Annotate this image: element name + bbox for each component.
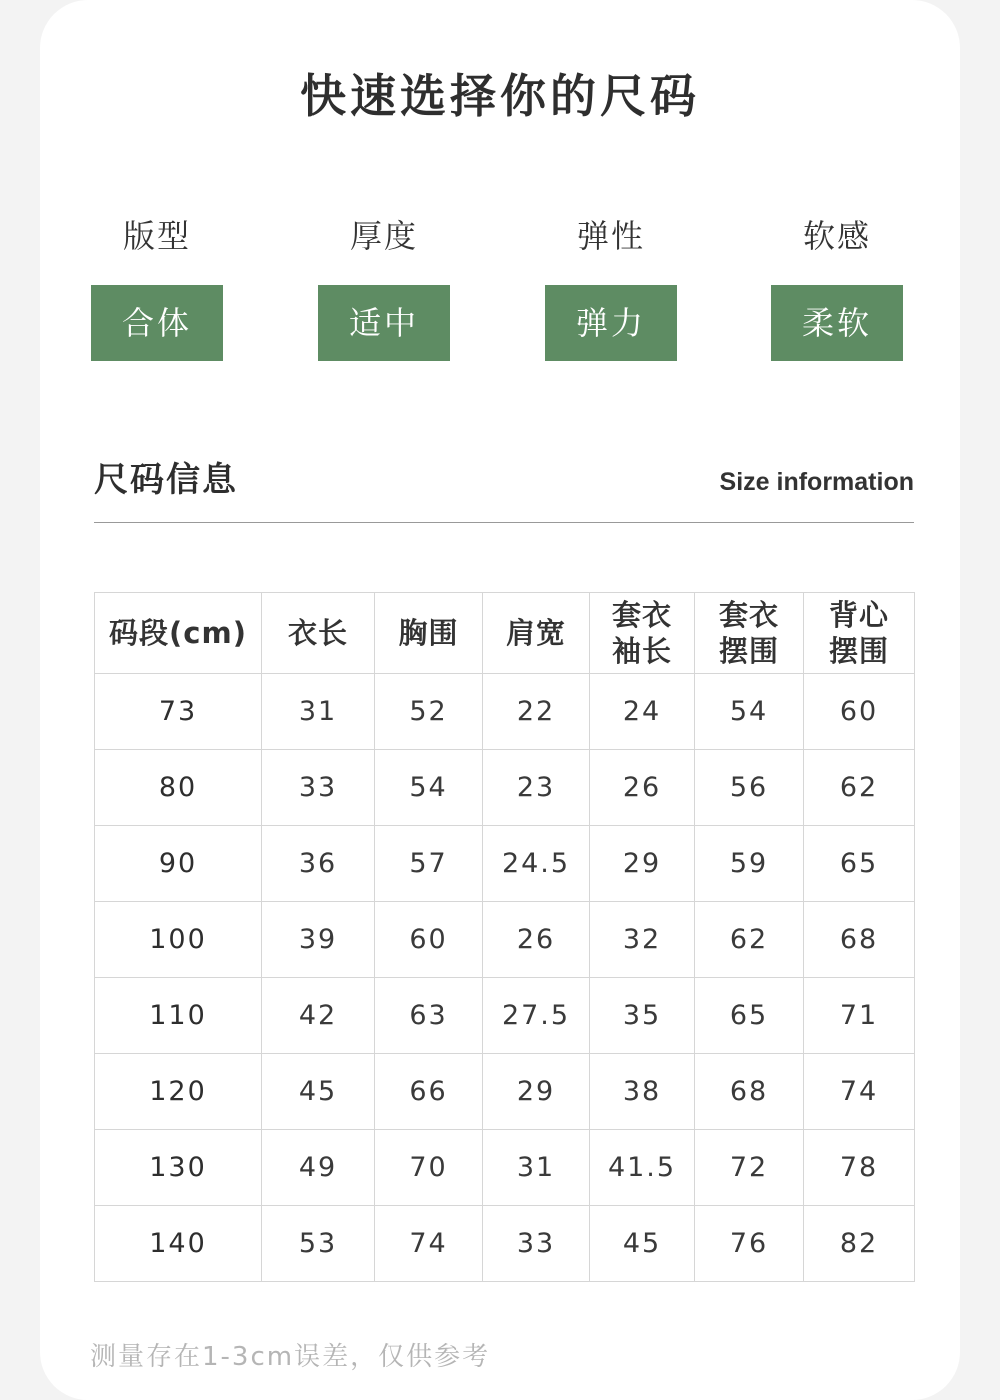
measurement-cell: 54 xyxy=(695,674,804,750)
measurement-cell: 57 xyxy=(375,826,483,902)
measurement-cell: 59 xyxy=(695,826,804,902)
table-row xyxy=(95,978,915,1054)
size-cell: 73 xyxy=(95,674,262,750)
measurement-cell: 74 xyxy=(375,1206,483,1282)
measurement-cell: 35 xyxy=(590,978,695,1054)
measurement-cell: 66 xyxy=(375,1054,483,1130)
measurement-cell: 68 xyxy=(695,1054,804,1130)
size-cell: 120 xyxy=(95,1054,262,1130)
section-title: 尺码信息 xyxy=(94,460,238,500)
measurement-cell: 52 xyxy=(375,674,483,750)
measurement-cell: 39 xyxy=(262,902,375,978)
table-row xyxy=(95,1054,915,1130)
measurement-cell: 60 xyxy=(375,902,483,978)
header-vest-hem-text: 背心摆围 xyxy=(828,598,889,668)
measurement-cell: 45 xyxy=(262,1054,375,1130)
attribute-label: 弹性 xyxy=(576,217,645,255)
measurement-cell: 36 xyxy=(262,826,375,902)
header-chest: 胸围 xyxy=(375,593,483,674)
table-row xyxy=(95,826,915,902)
measurement-cell: 24 xyxy=(590,674,695,750)
measurement-cell: 41.5 xyxy=(590,1130,695,1206)
measurement-cell: 22 xyxy=(483,674,590,750)
measurement-cell: 60 xyxy=(804,674,915,750)
size-cell: 130 xyxy=(95,1130,262,1206)
measurement-note: 测量存在1-3cm误差，仅供参考 xyxy=(90,1342,491,1372)
attribute-label: 版型 xyxy=(122,217,191,255)
measurement-cell: 65 xyxy=(695,978,804,1054)
measurement-cell: 76 xyxy=(695,1206,804,1282)
table-body xyxy=(95,674,915,1282)
measurement-cell: 54 xyxy=(375,750,483,826)
attribute-label: 厚度 xyxy=(349,217,418,255)
table-row xyxy=(95,1206,915,1282)
table-row xyxy=(95,902,915,978)
table-row xyxy=(95,674,915,750)
measurement-cell: 78 xyxy=(804,1130,915,1206)
attribute-label: 软感 xyxy=(802,217,871,255)
attribute-fit xyxy=(91,212,223,361)
measurement-cell: 33 xyxy=(483,1206,590,1282)
measurement-cell: 33 xyxy=(262,750,375,826)
measurement-cell: 65 xyxy=(804,826,915,902)
table-header-row xyxy=(95,593,915,674)
attribute-softness xyxy=(771,212,903,361)
header-vest-hem xyxy=(804,593,915,674)
header-sleeve xyxy=(590,593,695,674)
measurement-cell: 24.5 xyxy=(483,826,590,902)
size-cell: 140 xyxy=(95,1206,262,1282)
header-size-range: 码段(cm) xyxy=(95,593,262,674)
attribute-value-badge: 柔软 xyxy=(771,285,903,361)
table-row xyxy=(95,1130,915,1206)
measurement-cell: 68 xyxy=(804,902,915,978)
size-cell: 90 xyxy=(95,826,262,902)
measurement-cell: 49 xyxy=(262,1130,375,1206)
section-subtitle: Size information xyxy=(719,468,914,496)
measurement-cell: 26 xyxy=(483,902,590,978)
measurement-cell: 29 xyxy=(590,826,695,902)
table-row xyxy=(95,750,915,826)
header-shoulder: 肩宽 xyxy=(483,593,590,674)
attribute-elasticity xyxy=(545,212,677,361)
attribute-thickness xyxy=(318,212,450,361)
header-length: 衣长 xyxy=(262,593,375,674)
measurement-cell: 27.5 xyxy=(483,978,590,1054)
attribute-value-badge: 合体 xyxy=(91,285,223,361)
measurement-cell: 56 xyxy=(695,750,804,826)
measurement-cell: 38 xyxy=(590,1054,695,1130)
size-table xyxy=(94,592,915,1282)
header-hem-text: 套衣摆围 xyxy=(718,598,779,668)
measurement-cell: 29 xyxy=(483,1054,590,1130)
header-hem xyxy=(695,593,804,674)
measurement-cell: 26 xyxy=(590,750,695,826)
measurement-cell: 45 xyxy=(590,1206,695,1282)
size-cell: 80 xyxy=(95,750,262,826)
measurement-cell: 63 xyxy=(375,978,483,1054)
measurement-cell: 71 xyxy=(804,978,915,1054)
section-divider xyxy=(94,522,914,523)
size-cell: 110 xyxy=(95,978,262,1054)
measurement-cell: 53 xyxy=(262,1206,375,1282)
measurement-cell: 70 xyxy=(375,1130,483,1206)
attribute-value-badge: 适中 xyxy=(318,285,450,361)
attribute-value-badge: 弹力 xyxy=(545,285,677,361)
measurement-cell: 74 xyxy=(804,1054,915,1130)
header-sleeve-text: 套衣袖长 xyxy=(611,598,672,668)
measurement-cell: 72 xyxy=(695,1130,804,1206)
page-title: 快速选择你的尺码 xyxy=(300,69,700,123)
measurement-cell: 42 xyxy=(262,978,375,1054)
measurement-cell: 32 xyxy=(590,902,695,978)
measurement-cell: 31 xyxy=(483,1130,590,1206)
size-cell: 100 xyxy=(95,902,262,978)
measurement-cell: 23 xyxy=(483,750,590,826)
measurement-cell: 62 xyxy=(804,750,915,826)
measurement-cell: 31 xyxy=(262,674,375,750)
measurement-cell: 62 xyxy=(695,902,804,978)
measurement-cell: 82 xyxy=(804,1206,915,1282)
